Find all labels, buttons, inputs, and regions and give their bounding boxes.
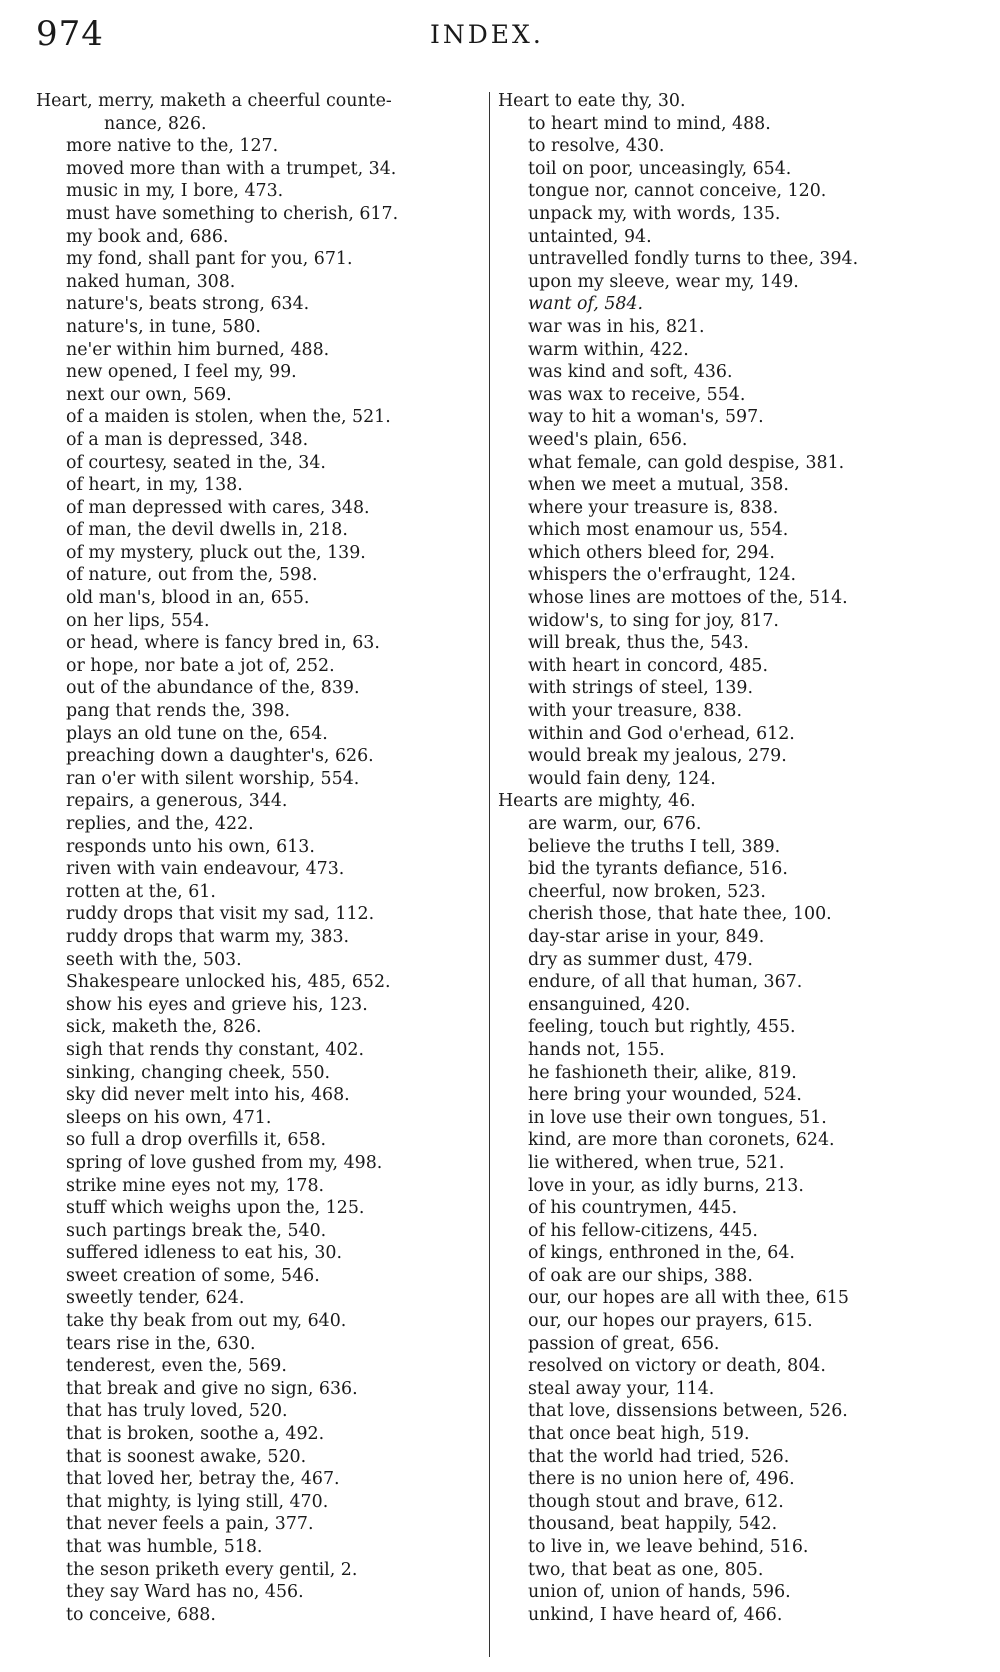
index-subentry: responds unto his own, 613. [66,836,315,857]
index-subentry: ruddy drops that visit my sad, 112. [66,904,375,925]
index-subentry: two, that beat as one, 805. [528,1559,764,1580]
index-subentry: of a maiden is stolen, when the, 521. [66,407,391,428]
index-subentry: in love use their own tongues, 51. [528,1107,827,1128]
index-subentry: that is soonest awake, 520. [66,1446,307,1467]
index-subentry: take thy beak from out my, 640. [66,1311,347,1332]
index-subentry: or hope, nor bate a jot of, 252. [66,655,335,676]
index-subentry: to resolve, 430. [528,136,665,157]
index-subentry: sweetly tender, 624. [66,1288,245,1309]
index-subentry: moved more than with a trumpet, 34. [66,158,397,179]
index-subentry: that is broken, soothe a, 492. [66,1424,325,1445]
index-subentry: more native to the, 127. [66,136,279,157]
index-subentry: that break and give no sign, 636. [66,1378,358,1399]
index-subentry: of a man is depressed, 348. [66,429,309,450]
index-subentry: where your treasure is, 838. [528,497,779,518]
index-subentry: with your treasure, 838. [528,701,742,722]
index-subentry: bid the tyrants defiance, 516. [528,859,788,880]
running-head: INDEX. [430,20,544,49]
index-subentry: to live in, we leave behind, 516. [528,1537,809,1557]
index-subentry: sigh that rends thy constant, 402. [66,1039,365,1060]
index-subentry: though stout and brave, 612. [528,1491,784,1512]
index-subentry: naked human, 308. [66,271,236,292]
index-subentry: the seson priketh every gentil, 2. [66,1559,358,1580]
index-subentry: of his fellow-citizens, 445. [528,1220,758,1241]
index-subentry: war was in his, 821. [528,316,705,337]
index-subentry: which most enamour us, 554. [528,520,789,541]
index-subentry: ensanguined, 420. [528,994,691,1015]
index-subentry: stuff which weighs upon the, 125. [66,1198,365,1219]
index-heading-entry: Heart, merry, maketh a cheerful counte- [36,91,392,111]
index-subentry: thousand, beat happily, 542. [528,1514,778,1535]
index-subentry: way to hit a woman's, 597. [528,407,764,428]
index-subentry: that mighty, is lying still, 470. [66,1491,329,1512]
index-subentry: will break, thus the, 543. [528,633,749,654]
index-subentry: of man depressed with cares, 348. [66,497,370,518]
index-subentry: unkind, I have heard of, 466. [528,1604,783,1625]
index-subentry: must have something to cherish, 617. [66,203,399,224]
index-subentry: when we meet a mutual, 358. [528,475,789,496]
index-subentry: cheerful, now broken, 523. [528,881,766,902]
index-subentry: my fond, shall pant for you, 671. [66,249,353,270]
index-subentry: weed's plain, 656. [528,429,688,450]
index-subentry: unpack my, with words, 135. [528,203,781,224]
index-subentry: out of the abundance of the, 839. [66,678,360,699]
index-subentry: new opened, I feel my, 99. [66,362,297,383]
index-heading-entry: Hearts are mighty, 46. [498,791,696,812]
index-subentry: sleeps on his own, 471. [66,1107,272,1128]
index-subentry: would break my jealous, 279. [528,746,787,767]
index-subentry: music in my, I bore, 473. [66,181,284,202]
index-subentry: endure, of all that human, 367. [528,972,803,993]
column-divider [489,92,490,1657]
index-subentry: to heart mind to mind, 488. [528,113,771,134]
index-subentry: of his countrymen, 445. [528,1198,738,1219]
index-subentry: seeth with the, 503. [66,949,242,970]
index-subentry: widow's, to sing for joy, 817. [528,610,779,631]
index-subentry: feeling, touch but rightly, 455. [528,1017,796,1038]
index-subentry: day-star arise in your, 849. [528,926,765,947]
index-subentry: so full a drop overfills it, 658. [66,1130,327,1151]
index-subentry: whispers the o'erfraught, 124. [528,565,797,586]
index-subentry: that once beat high, 519. [528,1424,750,1445]
index-subentry: of nature, out from the, 598. [66,565,318,586]
index-subentry: next our own, 569. [66,384,232,405]
index-subentry: of oak are our ships, 388. [528,1265,753,1286]
index-subentry: that has truly loved, 520. [66,1401,288,1422]
index-subentry: ruddy drops that warm my, 383. [66,926,350,947]
index-subentry: hands not, 155. [528,1039,665,1060]
index-subentry: our, our hopes are all with thee, 615 [528,1288,849,1309]
index-subentry: old man's, blood in an, 655. [66,588,310,609]
index-subentry: sinking, changing cheek, 550. [66,1062,331,1083]
index-subentry: there is no union here of, 496. [528,1469,795,1490]
index-subentry: or head, where is fancy bred in, 63. [66,633,380,654]
index-subentry: such partings break the, 540. [66,1220,327,1241]
index-subentry: pang that rends the, 398. [66,701,291,722]
index-subentry: resolved on victory or death, 804. [528,1356,826,1377]
index-subentry: they say Ward has no, 456. [66,1582,304,1603]
index-subentry: show his eyes and grieve his, 123. [66,994,368,1015]
index-subentry: kind, are more than coronets, 624. [528,1130,835,1151]
index-subentry: plays an old tune on the, 654. [66,723,328,744]
index-subentry: passion of great, 656. [528,1333,720,1354]
index-subentry: steal away your, 114. [528,1378,715,1399]
index-subentry: to conceive, 688. [66,1604,216,1625]
index-subentry: replies, and the, 422. [66,814,254,834]
index-column-left [36,90,466,1626]
index-subentry: nature's, beats strong, 634. [66,294,310,315]
index-subentry: was wax to receive, 554. [528,384,746,405]
index-subentry: of kings, enthroned in the, 64. [528,1243,795,1264]
index-subentry: believe the truths I tell, 389. [528,836,781,857]
index-subentry: suffered idleness to eat his, 30. [66,1243,343,1264]
index-subentry: untainted, 94. [528,226,652,247]
index-subentry: preaching down a daughter's, 626. [66,746,374,767]
index-subentry: repairs, a generous, 344. [66,791,288,812]
index-subentry: tongue nor, cannot conceive, 120. [528,181,827,202]
page-number: 974 [36,14,104,54]
index-subentry: sweet creation of some, 546. [66,1265,320,1286]
index-subentry: spring of love gushed from my, 498. [66,1152,383,1173]
index-subentry: sick, maketh the, 826. [66,1017,262,1038]
index-subentry: Shakespeare unlocked his, 485, 652. [66,972,391,993]
index-subentry: that was humble, 518. [66,1537,263,1557]
index-subentry: cherish those, that hate thee, 100. [528,904,832,925]
index-subentry: of man, the devil dwells in, 218. [66,520,348,541]
index-subentry: riven with vain endeavour, 473. [66,859,345,880]
index-subentry: with heart in concord, 485. [528,655,768,676]
index-subentry: toil on poor, unceasingly, 654. [528,158,792,179]
index-heading-entry: Heart to eate thy, 30. [498,91,686,111]
index-subentry: that never feels a pain, 377. [66,1514,314,1535]
index-entry-continuation: nance, 826. [104,113,207,134]
index-subentry: would fain deny, 124. [528,768,716,789]
index-subentry: want of, 584. [528,294,644,315]
index-subentry: on her lips, 554. [66,610,210,631]
index-subentry: he fashioneth their, alike, 819. [528,1062,797,1083]
index-subentry: ne'er within him burned, 488. [66,339,330,360]
index-subentry: sky did never melt into his, 468. [66,1085,350,1106]
index-subentry: dry as summer dust, 479. [528,949,753,970]
index-subentry: whose lines are mottoes of the, 514. [528,588,848,609]
index-subentry: upon my sleeve, wear my, 149. [528,271,799,292]
index-subentry: of heart, in my, 138. [66,475,243,496]
index-column-right [498,90,968,1626]
index-subentry: what female, can gold despise, 381. [528,452,845,473]
index-subentry: our, our hopes our prayers, 615. [528,1311,813,1332]
index-subentry: tenderest, even the, 569. [66,1356,287,1377]
index-subentry: that loved her, betray the, 467. [66,1469,340,1490]
index-subentry: was kind and soft, 436. [528,362,733,383]
index-subentry: are warm, our, 676. [528,814,702,834]
index-subentry: warm within, 422. [528,339,689,360]
index-subentry: strike mine eyes not my, 178. [66,1175,325,1196]
index-subentry: of my mystery, pluck out the, 139. [66,542,366,563]
index-subentry: that the world had tried, 526. [528,1446,790,1467]
index-subentry: untravelled fondly turns to thee, 394. [528,249,859,270]
index-subentry: within and God o'erhead, 612. [528,723,795,744]
index-subentry: with strings of steel, 139. [528,678,754,699]
index-subentry: nature's, in tune, 580. [66,316,261,337]
index-subentry: my book and, 686. [66,226,229,247]
index-subentry: lie withered, when true, 521. [528,1152,785,1173]
index-subentry: union of, union of hands, 596. [528,1582,791,1603]
index-subentry: which others bleed for, 294. [528,542,775,563]
index-subentry: rotten at the, 61. [66,881,216,902]
index-subentry: tears rise in the, 630. [66,1333,256,1354]
index-subentry: here bring your wounded, 524. [528,1085,802,1106]
index-subentry: of courtesy, seated in the, 34. [66,452,326,473]
index-subentry: that love, dissensions between, 526. [528,1401,848,1422]
index-subentry: ran o'er with silent worship, 554. [66,768,360,789]
index-subentry: love in your, as idly burns, 213. [528,1175,804,1196]
